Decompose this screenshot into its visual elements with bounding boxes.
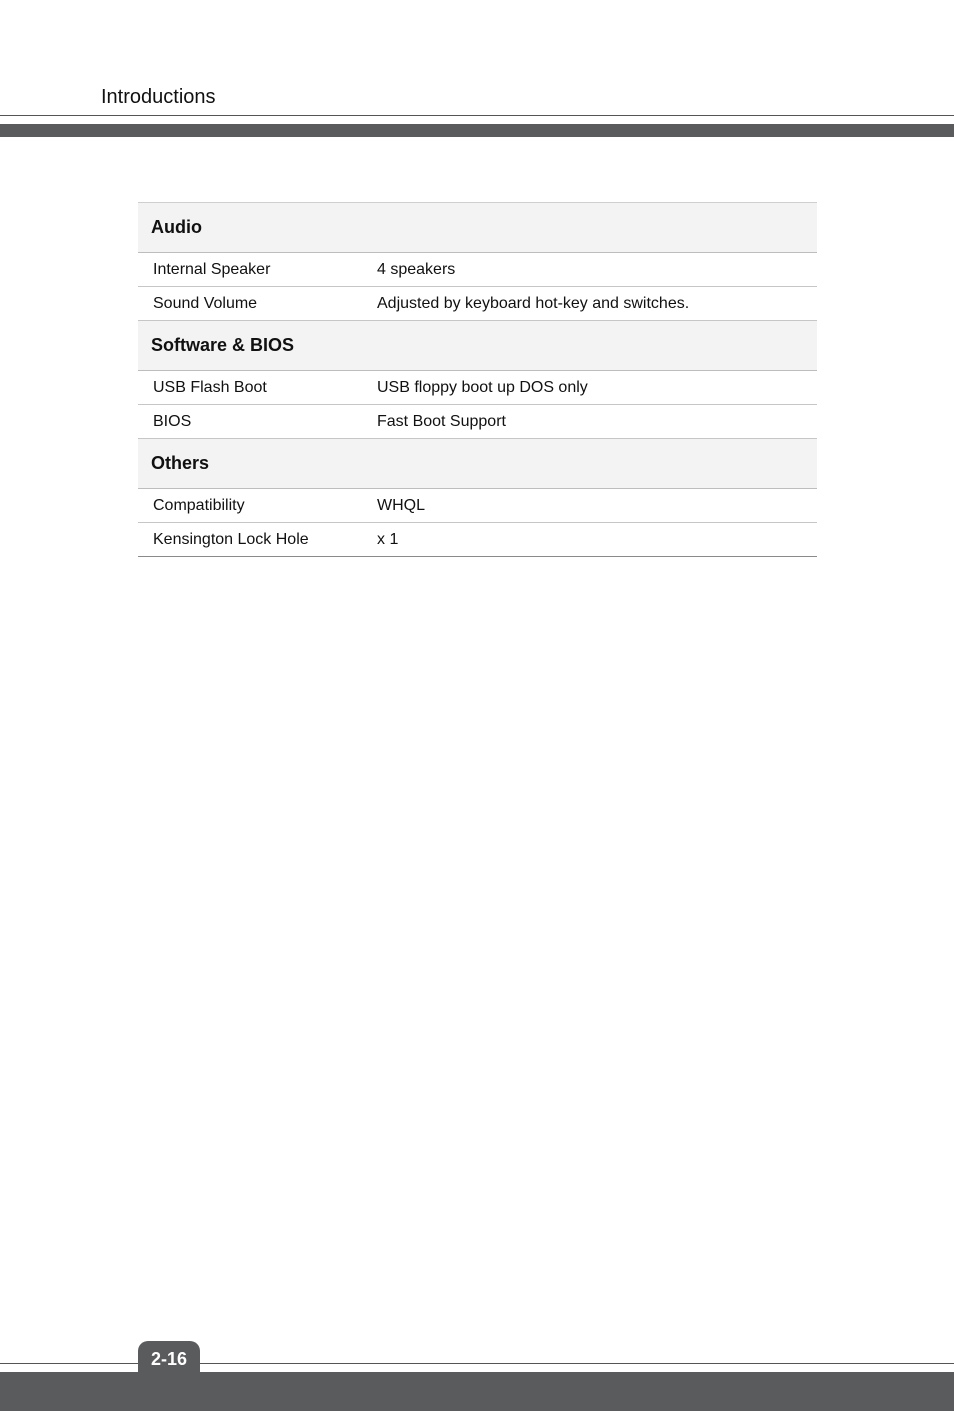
section-header-audio: [138, 203, 817, 253]
spec-value: x 1: [377, 523, 817, 557]
spec-label: Kensington Lock Hole: [138, 523, 377, 557]
spec-label: Compatibility: [138, 489, 377, 523]
section-header-others: [138, 439, 817, 489]
spec-label: BIOS: [138, 405, 377, 439]
table-row: [138, 405, 817, 439]
spec-value: Adjusted by keyboard hot-key and switches.: [377, 287, 817, 321]
spec-value: WHQL: [377, 489, 817, 523]
header-divider-line: [0, 115, 954, 116]
spec-value: USB floppy boot up DOS only: [377, 371, 817, 405]
spec-label: Sound Volume: [138, 287, 377, 321]
spec-label: Internal Speaker: [138, 253, 377, 287]
spec-label: USB Flash Boot: [138, 371, 377, 405]
page-header-title: Introductions: [101, 86, 216, 108]
section-title: Others: [138, 439, 817, 489]
section-title: Audio: [138, 203, 817, 253]
table-row: [138, 371, 817, 405]
header-band: [0, 124, 954, 137]
section-header-software-bios: [138, 321, 817, 371]
spec-value: Fast Boot Support: [377, 405, 817, 439]
spec-value: 4 speakers: [377, 253, 817, 287]
table-row: [138, 253, 817, 287]
page-number: 2-16: [150, 1349, 188, 1369]
section-title: Software & BIOS: [138, 321, 817, 371]
table-row: [138, 523, 817, 557]
table-row: [138, 489, 817, 523]
spec-table: [138, 202, 817, 557]
table-row: [138, 287, 817, 321]
